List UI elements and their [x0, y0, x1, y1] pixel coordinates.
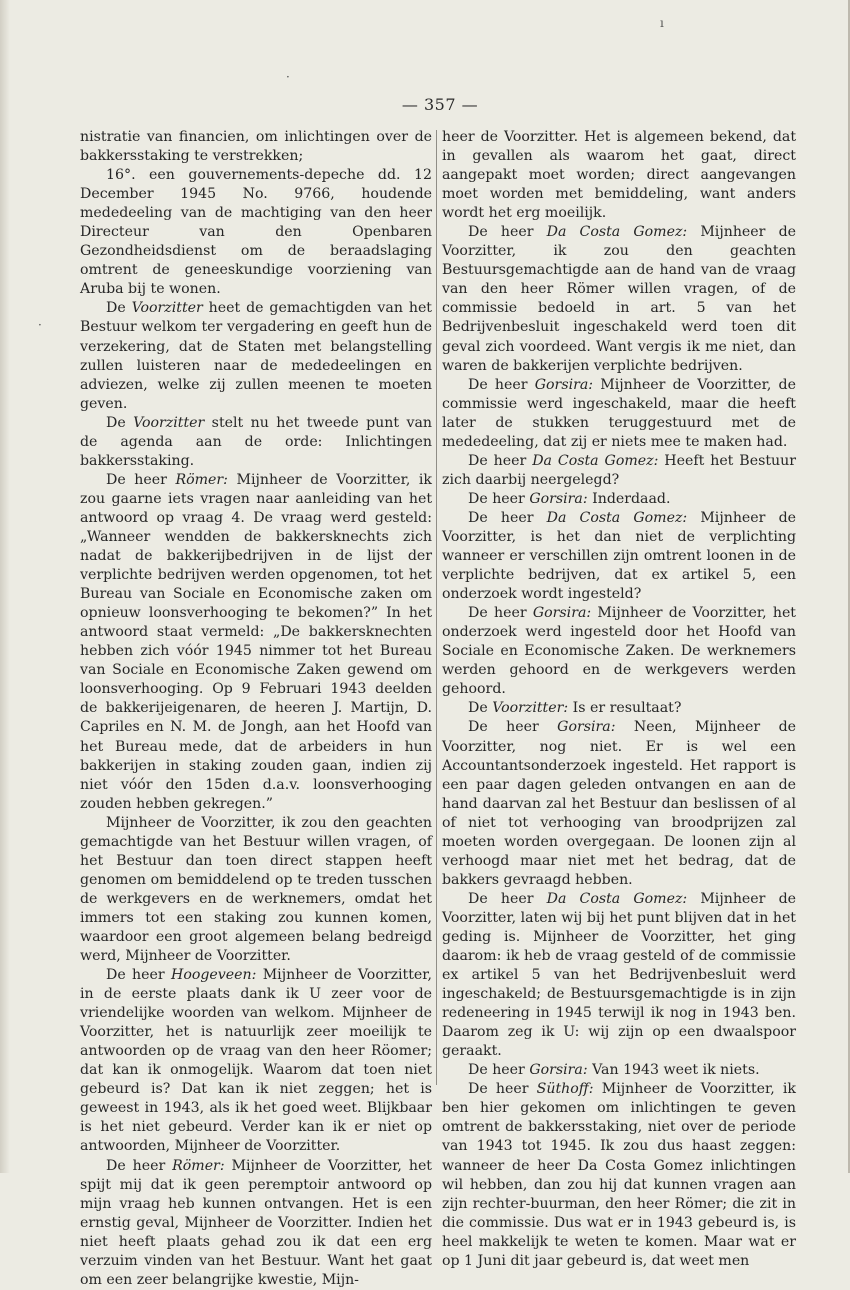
- paragraph: [442, 699, 796, 718]
- speaker-name: Da Costa Gomez:: [546, 224, 688, 241]
- paragraph: [442, 890, 796, 1061]
- speaker-lead: De heer: [468, 1062, 530, 1079]
- paragraph-text: Mijnheer de Voorzitter, laten wij bij het punt blijven dat in het geding is. Mijnheer de Voorzitter, het ging daarom: ik heb de vraag gesteld of de commissie ex artikel 5 van het Bedrijvenbesluit werd ingeschakeld; de Bestuursgemachtigde is in zijn redeneering in 1945 terwijl ik nog in 1943 ben. Daarom zeg ik U: wij zijn op een dwaalspoor geraakt.: [442, 890, 796, 1060]
- paragraph-text: Mijnheer de Voorzitter, ik zou den geachten Bestuursgemachtigde aan de hand van de vraag van den heer Römer willen vragen, of de commissie bedoeld in art. 5 van het Bedrijvenbesluit ingeschakeld werd toen dit geval zich voordeed. Want vergis ik me niet, dan waren de bakkerijen verplichte bedrijven.: [442, 224, 796, 374]
- right-column: [442, 128, 796, 1271]
- speaker-name: Voorzitter: [133, 414, 205, 431]
- paragraph: [442, 604, 796, 699]
- paragraph: [442, 490, 796, 509]
- speaker-name: Voorzitter:: [492, 700, 569, 717]
- speaker-name: Da Costa Gomez:: [546, 890, 688, 907]
- paragraph-text: Mijnheer de Voorzitter, in de eerste plaats dank ik U zeer voor de vriendelijke woorden van welkom. Mijnheer de Voorzitter, het is natuurlijk zeer moeilijk te antwoorden op de vraag van den heer Röomer; dat kan ik onmogelijk. Waarom dat toen niet gebeurd is? Dat kan ik niet zeggen; het is geweest in 1943, als ik het goed weet. Blijkbaar is het niet gebeurd. Verder kan ik er niet op antwoorden, Mijnheer de Voorzitter.: [80, 967, 432, 1155]
- paragraph-text: Mijnheer de Voorzitter, ik zou den geachten gemachtigde van het Bestuur willen vragen, of het Bestuur dan toen direct stappen heeft genomen om bemiddelend op te treden tusschen de werkgevers en de werknemers, omdat het immers tot een staking zou kunnen komen, waardoor een groot algemeen belang bedreigd werd, Mijnheer de Voorzitter.: [80, 814, 432, 965]
- paragraph: [80, 814, 432, 966]
- paragraph-text: stelt nu het tweede punt van de agenda aan de orde: Inlichtingen bakkersstaking.: [80, 414, 432, 469]
- speaker-name: Da Costa Gomez:: [546, 509, 688, 526]
- paragraph-text: 16°. een gouvernements-depeche dd. 12 December 1945 No. 9766, houdende mededeeling van de machtiging van den heer Directeur van den Openbaren Gezondheidsdienst om de beraadslaging omtrent de geneeskundige voorziening van Aruba bij te wonen.: [80, 167, 432, 298]
- paragraph: [442, 1061, 796, 1080]
- paragraph-text: heer de Voorzitter. Het is algemeen bekend, dat in gevallen als waarom het gaat, direct aangepakt moet worden; direct aangevangen moet worden met bemiddeling, want anders wordt het erg moeilijk.: [442, 129, 796, 222]
- paragraph-text: Mijnheer de Voorzitter, het onderzoek werd ingesteld door het Hoofd van Sociale en Economische Zaken. De werknemers werden gehoord en de werkgevers werden gehoord.: [442, 605, 796, 698]
- paragraph-text: Mijnheer de Voorzitter, ik zou gaarne iets vragen naar aanleiding van het antwoord op vraag 4. De vraag werd gesteld: „Wanneer wendden de bakkersknechts zich nadat de bakkerijbedrijven in de lijst der verplichte bedrijven werden opgenomen, tot het Bureau van Sociale en Economische zaken om opnieuw loonsverhooging te bekomen?” In het antwoord staat vermeld: „De bakkersknechten hebben zich vóór 1945 nimmer tot het Bureau van Sociale en Economische Zaken gewend om loonsverhooging. Op 9 Februari 1943 deelden de bakkerijeigenaren, de heeren J. Martijn, D. Capriles en N. M. de Jongh, aan het Hoofd van het Bureau mede, dat de arbeiders in hun bakkerijen in staking zouden gaan, indien zij niet vóór den 15den d.a.v. loonsverhooging zouden hebben gekregen.”: [80, 471, 432, 812]
- speaker-name: Voorzitter: [131, 300, 203, 317]
- paragraph: [80, 414, 432, 471]
- speaker-lead: De heer: [468, 376, 535, 393]
- speaker-name: Römer:: [172, 1157, 225, 1174]
- paragraph-text: heet de gemachtigden van het Bestuur welkom ter vergadering en geeft hun de verzekering, dat de Staten met belangstelling zullen luisteren naar de mededeelingen en adviezen, welke zij zullen meenen te moeten geven.: [80, 300, 432, 412]
- speaker-lead: De heer: [468, 605, 533, 622]
- stray-mark: ·: [38, 318, 42, 332]
- speaker-name: Da Costa Gomez:: [532, 452, 659, 469]
- paragraph-text: Is er resultaat?: [568, 700, 682, 717]
- paragraph-text: Mijnheer de Voorzitter, het spijt mij dat ik geen peremptoir antwoord op mijn vraag heb kunnen ontvangen. Het is een ernstig geval, Mijnheer de Voorzitter. Indien het niet heeft plaats gehad zou ik dat een erg verzuim vinden van het Bestuur. Want het gaat om een zeer belangrijke kwestie, Mijn-: [80, 1157, 432, 1288]
- paragraph-text: Mijnheer de Voorzitter, ik ben hier gekomen om inlichtingen te geven omtrent de bakkersstaking, niet over de periode van 1943 tot 1945. Ik zou dus haast zeggen: wanneer de heer Da Costa Gomez inlichtingen wil hebben, dan zou hij dat kunnen vragen aan zijn rechter-buurman, den heer Römer; die zit in die commissie. Dus wat er in 1943 gebeurd is, is heel makkelijk te weten te komen. Maar wat er op 1 Juni dit jaar gebeurd is, dat weet men: [442, 1081, 796, 1269]
- paragraph-text: Heeft het Bestuur zich daarbij neergelegd?: [442, 452, 796, 488]
- paragraph: [442, 376, 796, 452]
- speaker-name: Gorsira:: [532, 605, 592, 622]
- paragraph: [442, 223, 796, 375]
- paragraph: [80, 128, 432, 166]
- speaker-lead: De heer: [106, 1157, 173, 1174]
- paragraph-text: Neen, Mijnheer de Voorzitter, nog niet. Er is wel een Accountantsonderzoek ingesteld. Het rapport is een paar dagen geleden ontvangen en aan de hand daarvan zal het Bestuur dan beslissen of al of niet tot verhooging van broodprijzen zal moeten worden overgegaan. De loonen zijn al verhoogd maar niet met het bedrag, dat de bakkers gevraagd hebben.: [442, 719, 796, 888]
- page-number: — 357 —: [401, 95, 479, 114]
- stray-mark: ı: [660, 16, 664, 30]
- speaker-lead: De: [468, 700, 493, 717]
- paragraph: [80, 1157, 432, 1290]
- speaker-lead: De: [106, 414, 134, 431]
- speaker-lead: De heer: [468, 890, 547, 907]
- paragraph: [80, 471, 432, 814]
- paragraph: [442, 1080, 796, 1270]
- speaker-name: Gorsira:: [529, 490, 588, 507]
- paragraph: [80, 299, 432, 413]
- speaker-lead: De heer: [468, 452, 533, 469]
- paragraph-text: Mijnheer de Voorzitter, is het dan niet de verplichting wanneer er verschillen zijn omtrent loonen in de verplichte bedrijven, dat ex artikel 5, een onderzoek wordt ingesteld?: [442, 509, 796, 603]
- speaker-lead: De heer: [468, 1081, 537, 1098]
- paragraph: [80, 966, 432, 1156]
- paragraph-text: nistratie van financien, om inlichtingen over de bakkersstaking te verstrekken;: [80, 129, 432, 165]
- speaker-name: Gorsira:: [534, 376, 594, 393]
- speaker-lead: De heer: [106, 967, 171, 984]
- paragraph-text: Mijnheer de Voorzitter, de commissie werd ingeschakeld, maar die heeft later de stukken teruggestuurd met de mededeeling, dat zij er niets mee te maken had.: [442, 376, 796, 450]
- speaker-lead: De heer: [468, 490, 530, 507]
- paragraph-text: Van 1943 weet ik niets.: [587, 1062, 760, 1079]
- speaker-lead: De heer: [106, 471, 176, 488]
- paragraph-text: Inderdaad.: [587, 490, 671, 507]
- paragraph: [442, 718, 796, 889]
- paragraph: [442, 128, 796, 223]
- paragraph: [80, 166, 432, 299]
- speaker-name: Gorsira:: [557, 719, 616, 736]
- left-column: [80, 128, 432, 1290]
- column-divider: [436, 130, 437, 1085]
- speaker-name: Süthoff:: [536, 1081, 594, 1098]
- speaker-name: Gorsira:: [529, 1062, 588, 1079]
- page-edge-shadow: [0, 0, 10, 1173]
- paragraph: [442, 452, 796, 490]
- speaker-lead: De heer: [468, 509, 547, 526]
- speaker-name: Hoogeveen:: [170, 967, 257, 984]
- speaker-lead: De: [106, 300, 132, 317]
- speaker-lead: De heer: [468, 224, 547, 241]
- speaker-name: Römer:: [175, 471, 228, 488]
- speaker-lead: De heer: [468, 719, 558, 736]
- stray-mark: ·: [286, 70, 290, 84]
- paragraph: [442, 509, 796, 604]
